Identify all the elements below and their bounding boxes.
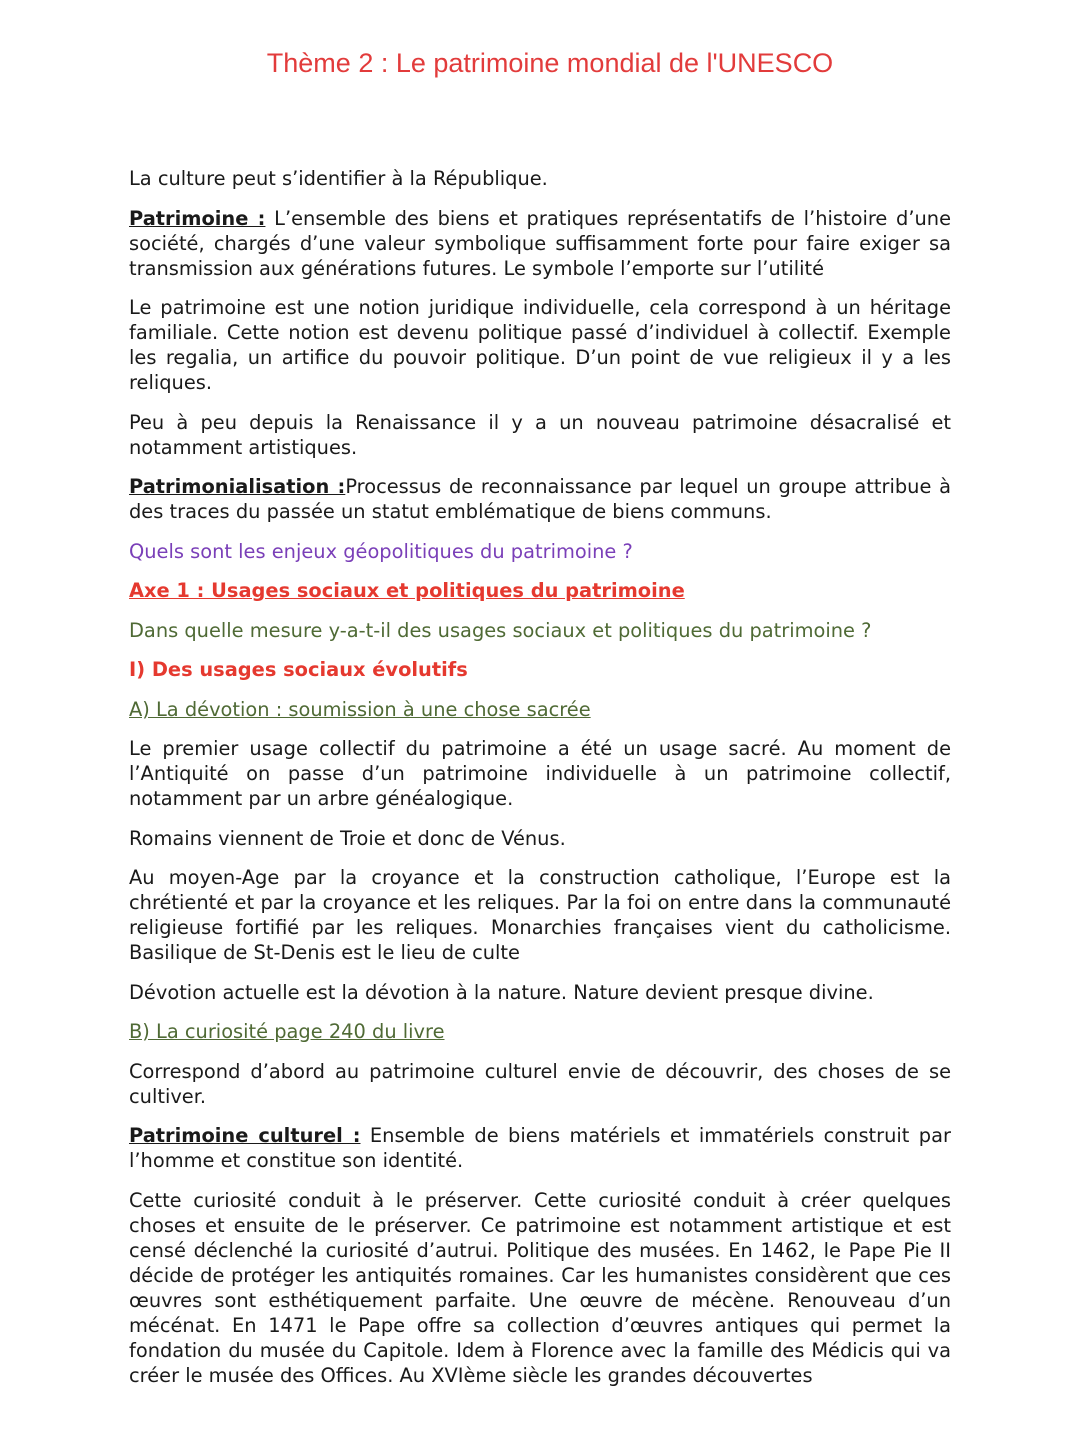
definition-text: Ensemble de biens matériels et immatériels construit par l’homme et constitue son identité. [129, 1124, 951, 1172]
axe-question: Dans quelle mesure y-a-t-il des usages sociaux et politiques du patrimoine ? [129, 618, 872, 642]
definition-patrimonialisation [129, 474, 951, 524]
paragraph-a2: Romains viennent de Troie et donc de Vénus. [129, 826, 566, 850]
subsection-heading-a [129, 697, 951, 722]
paragraph-b1: Correspond d’abord au patrimoine culturel envie de découvrir, des choses de se cultiver. [129, 1059, 951, 1108]
subsection-heading-b [129, 1019, 951, 1044]
definition-patrimoine-culturel [129, 1123, 951, 1173]
paragraph-a3: Au moyen-Age par la croyance et la construction catholique, l’Europe est la chrétienté et par la croyance et les reliques. Par la foi on entre dans la communauté religieuse fortifié par les reliques. Monarchies françaises vient du catholicisme. Basilique de St-Denis est le lieu de culte [129, 866, 951, 964]
definition-patrimoine [129, 206, 951, 281]
main-question: Quels sont les enjeux géopolitiques du patrimoine ? [129, 539, 633, 563]
page-title: Thème 2 : Le patrimoine mondial de l'UNESCO [266, 48, 834, 78]
subsection-b-label: B) La curiosité page 240 du livre [129, 1020, 445, 1043]
intro-paragraph: La culture peut s’identifier à la République. [129, 167, 548, 190]
axe-heading: Axe 1 : Usages sociaux et politiques du patrimoine [129, 579, 685, 602]
document-body [129, 166, 951, 1402]
definition-text: L’ensemble des biens et pratiques représentatifs de l’histoire d’une société, chargés d’une valeur symbolique suffisamment forte pour faire exiger sa transmission aux générations futures. Le symbole l’emporte sur l’utilité [129, 206, 952, 280]
paragraph-a4: Dévotion actuelle est la dévotion à la nature. Nature devient presque divine. [129, 980, 874, 1004]
paragraph-b2: Cette curiosité conduit à le préserver. Cette curiosité conduit à créer quelques choses et ensuite de le préserver. Ce patrimoine est notamment artistique et est censé déclenché la curiosité d’autrui. Politique des musées. En 1462, le Pape Pie II décide de protéger les antiquités romaines. Car les humanistes considèrent que ces œuvres sont esthétiquement parfaite. Une œuvre de mécène. Renouveau d’un mécénat. En 1471 le Pape offre sa collection d’œuvres antiques qui permet la fondation du musée du Capitole. Idem à Florence avec la famille des Médicis qui va créer le musée des Offices. Au XVIème siècle les grandes découvertes [129, 1188, 951, 1387]
subsection-a-label: A) La dévotion : soumission à une chose sacrée [129, 697, 591, 721]
definition-term: Patrimonialisation : [129, 475, 346, 498]
definition-term: Patrimoine : [129, 206, 266, 230]
paragraph-juridique: Le patrimoine est une notion juridique individuelle, cela correspond à un héritage familiale. Cette notion est devenu politique passé d’individuel à collectif. Exemple les regalia, un artifice du pouvoir politique. D’un point de vue religieux il y a les reliques. [129, 296, 951, 394]
definition-term: Patrimoine culturel : [129, 1124, 361, 1147]
definition-text: Processus de reconnaissance par lequel un groupe attribue à des traces du passée un statut emblématique de biens communs. [129, 475, 951, 523]
paragraph-renaissance: Peu à peu depuis la Renaissance il y a un nouveau patrimoine désacralisé et notamment artistiques. [129, 410, 951, 459]
section-heading: I) Des usages sociaux évolutifs [129, 658, 468, 681]
paragraph-a1: Le premier usage collectif du patrimoine a été un usage sacré. Au moment de l’Antiquité on passe d’un patrimoine individuelle à un patrimoine collectif, notamment par un arbre généalogique. [129, 737, 951, 810]
